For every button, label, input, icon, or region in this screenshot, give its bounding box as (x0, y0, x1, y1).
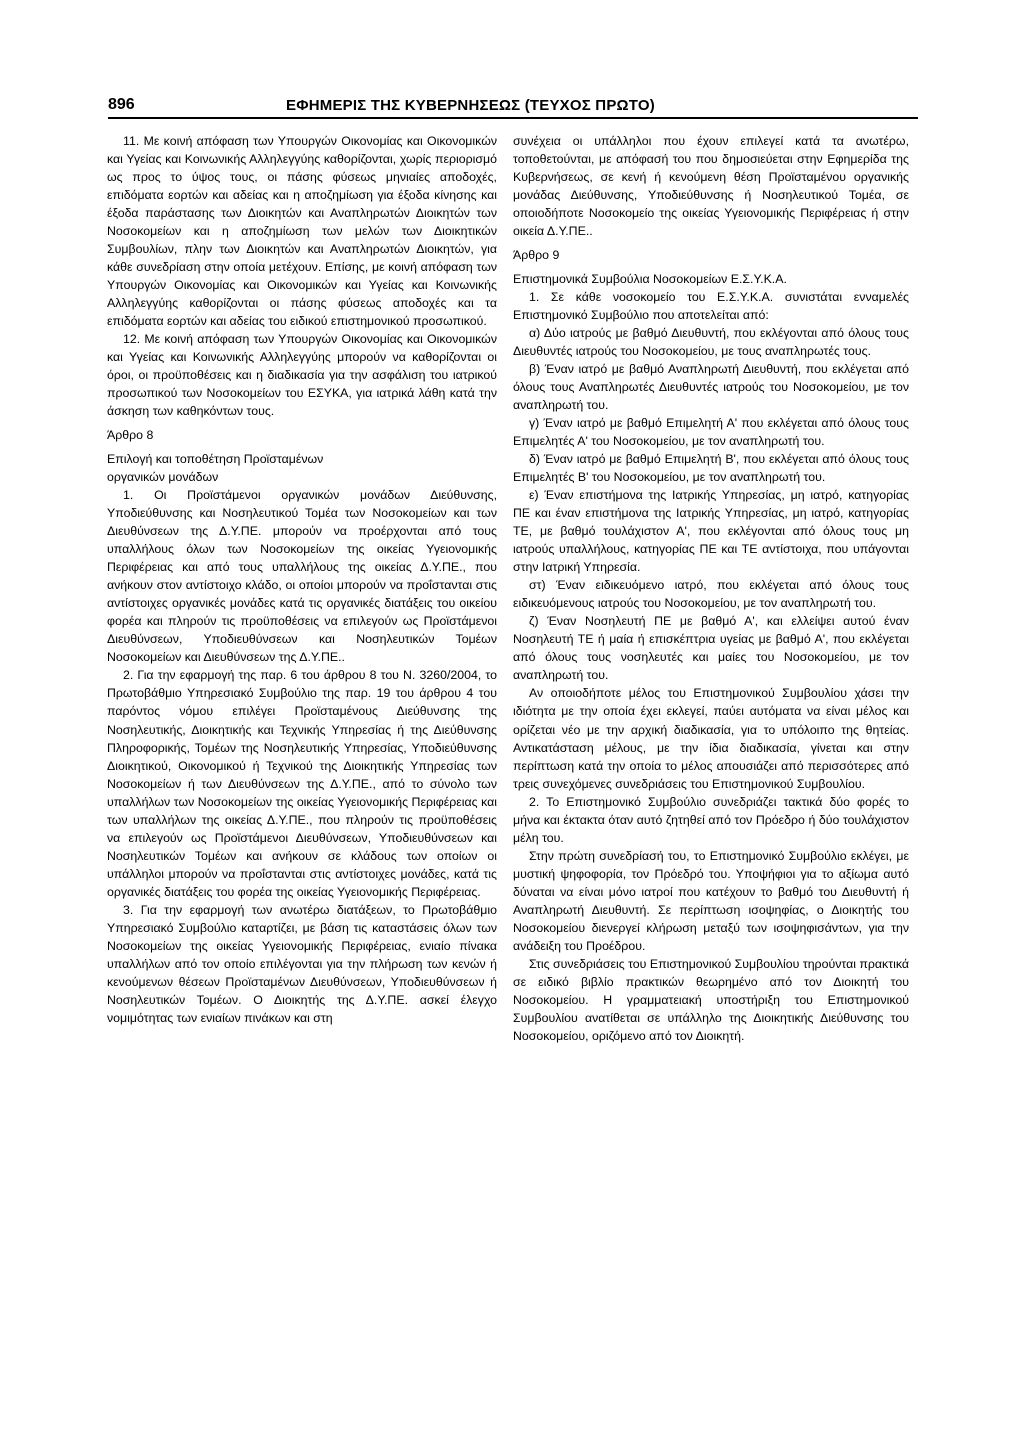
article-8-paragraph-1: 1. Οι Προϊστάμενοι οργανικών μονάδων Διεύθυνσης, Υποδιεύθυνσης και Νοσηλευτικού Τομέα των Νοσοκομείων και των Διευθύνσεων της Δ.Υ.ΠΕ. μπορούν να προέρχονται από τους υπαλλήλους όλων των Νοσοκομείων της οικείας Υγειονομικής Περιφέρειας και από τους υπαλλήλους της οικείας Δ.Υ.ΠΕ., που ανήκουν στον αντίστοιχο κλάδο, οι οποίοι μπορούν να προΐστανται στις αντίστοιχες οργανικές μονάδες κατά τις οργανικές διατάξεις του οικείου φορέα και πληρούν τις προϋποθέσεις να επιλεγούν ως Προϊστάμενοι Διευθύνσεων, Υποδιευθύνσεων και Νοσηλευτικών Τομέων Νοσοκομείων και Διευθύνσεων της Δ.Υ.ΠΕ.. (107, 488, 497, 665)
article-9-replacement-paragraph: Αν οποιοδήποτε μέλος του Επιστημονικού Συμβουλίου χάσει την ιδιότητα με την οποία έχει εκλεγεί, παύει αυτόματα να είναι μέλος και ορίζεται νέο με την αρχική διαδικασία, για το υπόλοιπο της θητείας. Αντικατάσταση μέλους, με την ίδια διαδικασία, γίνεται και στην περίπτωση κατά την οποία το μέλος απουσιάζει από περισσότερες από τρεις συνεχόμενες συνεδριάσεις του Επιστημονικού Συμβουλίου. (513, 686, 909, 791)
article-9-title: Άρθρο 9 (513, 248, 560, 263)
running-title: ΕΦΗΜΕΡΙΣ ΤΗΣ ΚΥΒΕΡΝΗΣΕΩΣ (ΤΕΥΧΟΣ ΠΡΩΤΟ) (286, 97, 655, 114)
article-9-minutes-paragraph: Στις συνεδριάσεις του Επιστημονικού Συμβουλίου τηρούνται πρακτικά σε ειδικό βιβλίο πρακτικών θεωρημένο από τον Διοικητή του Νοσοκομείου. Η γραμματειακή υποστήριξη του Επιστημονικού Συμβουλίου ανατίθεται σε υπάλληλο της Διοικητικής Διεύθυνσης του Νοσοκομείου, οριζόμενο από τον Διοικητή. (513, 956, 909, 1043)
article-9-item-st: στ) Έναν ειδικευόμενο ιατρό, που εκλέγεται από όλους τους ειδικευόμενους ιατρούς του Νοσοκομείου, με τον αναπληρωτή του. (513, 578, 909, 611)
article-8-title: Άρθρο 8 (107, 428, 154, 443)
article-9-item-b: β) Έναν ιατρό με βαθμό Αναπληρωτή Διευθυντή, που εκλέγεται από όλους τους Αναπληρωτές Διευθυντές ιατρούς του Νοσοκομείου, με τον αναπληρωτή του. (513, 362, 909, 413)
paragraph-12: 12. Με κοινή απόφαση των Υπουργών Οικονομίας και Οικονομικών και Υγείας και Κοινωνικής Αλληλεγγύης μπορούν να καθορίζονται οι όροι, οι προϋποθέσεις και η διαδικασία για την ασφάλιση του ιατρικού προσωπικού των Νοσοκομείων του ΕΣΥΚΑ, για ιατρικά λάθη κατά την άσκηση των καθηκόντων τους. (107, 332, 497, 419)
article-9-paragraph-2: 2. Το Επιστημονικό Συμβούλιο συνεδριάζει τακτικά δύο φορές το μήνα και έκτακτα όταν αυτό ζητηθεί από τον Πρόεδρο ή δύο τουλάχιστον μέλη του. (513, 794, 909, 845)
article-9-first-meeting-paragraph: Στην πρώτη συνεδρίασή του, το Επιστημονικό Συμβούλιο εκλέγει, με μυστική ψηφοφορία, τον Πρόεδρό του. Υποψήφιοι για το αξίωμα αυτό δύναται να είναι μόνο ιατροί που κατέχουν το βαθμό του Διευθυντή ή Αναπληρωτή Διευθυντή. Σε περίπτωση ισοψηφίας, ο Διοικητής του Νοσοκομείου διενεργεί κλήρωση μεταξύ των ισοψηφισάντων, για την ανάδειξη του Προέδρου. (513, 848, 909, 953)
article-9-item-c: γ) Έναν ιατρό με βαθμό Επιμελητή Α' που εκλέγεται από όλους τους Επιμελητές Α' του Νοσοκομείου, με τον αναπληρωτή του. (513, 416, 909, 449)
page-number: 896 (108, 96, 135, 113)
article-9-item-z: ζ) Έναν Νοσηλευτή ΠΕ με βαθμό Α', και ελλείψει αυτού έναν Νοσηλευτή ΤΕ ή μαία ή επισκέπτρια υγείας με βαθμό Α', που εκλέγεται από όλους τους νοσηλευτές και μαίες του Νοσοκομείου, με τον αναπληρωτή του. (513, 614, 909, 683)
article-8-subtitle-line-1: Επιλογή και τοποθέτηση Προϊσταμένων (107, 452, 324, 467)
left-column (107, 132, 497, 1027)
paragraph-11: 11. Με κοινή απόφαση των Υπουργών Οικονομίας και Οικονομικών και Υγείας και Κοινωνικής Αλληλεγγύης καθορίζονται, χωρίς περιορισμό ως προς το ύψος τους, οι πάσης φύσεως μηνιαίες αποδοχές, επιδόματα εορτών και αδείας και η αποζημίωση για έξοδα κίνησης και έξοδα παράστασης των Διοικητών και Αναπληρωτών Διοικητών των Νοσοκομείων και η αποζημίωση των μελών των Διοικητικών Συμβουλίων, πλην των Διοικητών και Αναπληρωτών Διοικητών, για κάθε συνεδρίαση στην οποία μετέχουν. Επίσης, με κοινή απόφαση των Υπουργών Οικονομίας και Οικονομικών και Υγείας και Κοινωνικής Αλληλεγγύης καθορίζονται οι πάσης φύσεως αποδοχές και τα επιδόματα εορτών και αδείας του ειδικού επιστημονικού προσωπικού. (107, 134, 497, 329)
page-header (108, 88, 918, 114)
header-rule (108, 117, 918, 119)
article-8-subtitle-line-2: οργανικών μονάδων (107, 470, 219, 485)
continuation-paragraph: συνέχεια οι υπάλληλοι που έχουν επιλεγεί κατά τα ανωτέρω, τοποθετούνται, με απόφασή του που δημοσιεύεται στην Εφημερίδα της Κυβερνήσεως, σε κενή ή κενούμενη θέση Προϊσταμένου οργανικής μονάδας Διεύθυνσης, Υποδιεύθυνσης ή Νοσηλευτικού Τομέα, σε οποιοδήποτε Νοσοκομείο της οικείας Υγειονομικής Περιφέρειας ή στην οικεία Δ.Υ.ΠΕ.. (513, 134, 909, 239)
article-9-item-a: α) Δύο ιατρούς με βαθμό Διευθυντή, που εκλέγονται από όλους τους Διευθυντές ιατρούς του Νοσοκομείου, με τους αναπληρωτές τους. (513, 326, 909, 359)
article-9-paragraph-1: 1. Σε κάθε νοσοκομείο του Ε.Σ.Υ.Κ.Α. συνιστάται ενναμελές Επιστημονικό Συμβούλιο που αποτελείται από: (513, 290, 909, 323)
article-9-item-d: δ) Έναν ιατρό με βαθμό Επιμελητή Β', που εκλέγεται από όλους τους Επιμελητές Β' του Νοσοκομείου, με τον αναπληρωτή του. (513, 452, 909, 485)
article-8-paragraph-3: 3. Για την εφαρμογή των ανωτέρω διατάξεων, το Πρωτοβάθμιο Υπηρεσιακό Συμβούλιο καταρτίζει, με βάση τις καταστάσεις όλων των Νοσοκομείων της οικείας Υγειονομικής Περιφέρειας, ενιαίο πίνακα υπαλλήλων από τον οποίο επιλέγονται για την πλήρωση των κενών ή κενούμενων θέσεων Προϊσταμένων Διευθύνσεων, Υποδιευθύνσεων ή Νοσηλευτικών Τομέων. Ο Διοικητής της Δ.Υ.ΠΕ. ασκεί έλεγχο νομιμότητας των ενιαίων πινάκων και στη (107, 902, 497, 1025)
article-9-subtitle: Επιστημονικά Συμβούλια Νοσοκομείων Ε.Σ.Υ.Κ.Α. (513, 272, 787, 287)
article-8-paragraph-2: 2. Για την εφαρμογή της παρ. 6 του άρθρου 8 του Ν. 3260/2004, το Πρωτοβάθμιο Υπηρεσιακό Συμβούλιο της παρ. 19 του άρθρου 4 του παρόντος νόμου επιλέγει Προϊσταμένους Διεύθυνσης της Νοσηλευτικής, Διοικητικής και Τεχνικής Υπηρεσίας ή της Διεύθυνσης Πληροφορικής, Τομέων της Νοσηλευτικής Υπηρεσίας, Υποδιεύθυνσης Διοικητικού, Οικονομικού ή Τεχνικού της Διοικητικής Υπηρεσίας των Νοσοκομείων ή των Διευθύνσεων της Δ.Υ.ΠΕ., από το σύνολο των υπαλλήλων των Νοσοκομείων της οικείας Υγειονομικής Περιφέρειας και των υπαλλήλων της οικείας Δ.Υ.ΠΕ., που πληρούν τις προϋποθέσεις να επιλεγούν ως Προϊστάμενοι Διευθύνσεων, Υποδιευθύνσεων και Νοσηλευτικών Τομέων και ανήκουν σε κλάδους των οποίων οι υπάλληλοι μπορούν να προΐστανται στις αντίστοιχες μονάδες, κατά τις οργανικές διατάξεις του φορέα της οικείας Υγειονομικής Περιφέρειας. (107, 668, 497, 899)
article-9-item-e: ε) Έναν επιστήμονα της Ιατρικής Υπηρεσίας, μη ιατρό, κατηγορίας ΠΕ και έναν επιστήμονα της Ιατρικής Υπηρεσίας, μη ιατρό, κατηγορίας ΤΕ, με βαθμό τουλάχιστον Α', που εκλέγονται από όλους τους μη ιατρούς υπαλλήλους, κατηγορίας ΠΕ και ΤΕ αντίστοιχα, που υπάγονται στην Ιατρική Υπηρεσία. (513, 488, 909, 575)
right-column (513, 132, 909, 1045)
